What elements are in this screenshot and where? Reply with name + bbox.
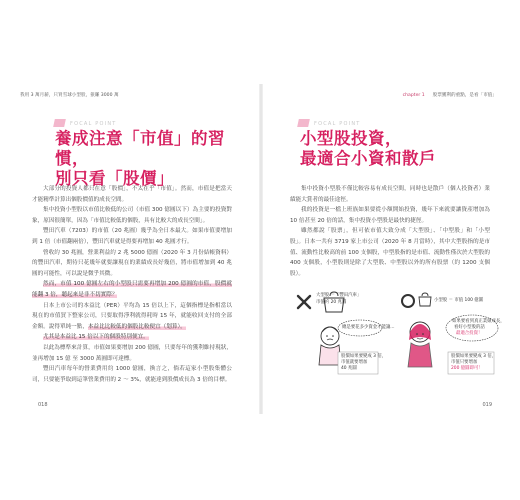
right-paragraph: 雖然都說「股票」，但可依市值大致分成「大型股」、「中型股」和「小型股」。日本一共有 3719 家上市公司（2020 年 8 月當時），其中大型股指的是市值、流動性比較高的前 100 支個股，中型股指的是市值、流動性僅次於大型股的 400 支個股，小型股則是除了大型股、中型股以外的所有股票（約 1200 支個股）。: [290, 228, 490, 277]
right-caption-2: 市值只要增加: [451, 360, 478, 365]
body-text-span: 以此為標準來計算，市值如果要增加 200 億圓，只要每年的獲利維持現狀，並再增加 15 億 至 3000 萬圓即可達標。: [32, 344, 232, 362]
focal-bar-icon: [53, 119, 66, 127]
left-paragraph: [32, 301, 232, 333]
cross-icon: [298, 296, 310, 308]
highlighted-text: 本益比比較低的個股比較便宜（划算）。: [87, 323, 186, 330]
left-paragraph: [32, 184, 232, 205]
left-paragraph: [32, 279, 232, 300]
body-text-span: 豐田汽車每年的營業費用約 1000 億圓，換言之，倘若這家小型股集體公司，只要能爭取到這筆營業費用的 2 ～ 3%，就能達到股價成長為 3 倍的目標。: [32, 366, 232, 383]
left-focal-point-label: [54, 119, 117, 127]
left-paragraph: [32, 205, 232, 226]
running-head-chapter: chapter 1: [402, 93, 425, 98]
right-caption-3: 200 億圓即可！: [451, 366, 483, 371]
book-gutter: [259, 84, 263, 414]
left-headline-line1: 養成注意「市值」的習慣，: [55, 129, 225, 168]
body-text-span: 營收約 30 兆圓，營業利益約 2 兆 5000 億圓（2020 年 3 月份結帳資料）的豐田汽車，期待只花幾年就要讓現在的業績成長好幾倍，將市值增加到 40 兆圓的可能性，可以說是微乎其微。: [32, 249, 232, 277]
highlighted-text: 尤其是本益比 15 倍以下的個股特別便宜。: [43, 334, 149, 341]
big-stock-sub: 市值約 20 兆圓: [316, 300, 347, 305]
left-body-text: [32, 184, 232, 385]
right-paragraph: 我的投資是一檔上班族如果要從小額開始投資，幾年下來就要讓資產增加為 10 倍甚至 20 倍的話，集中投資小型股是最快的捷徑。: [290, 207, 490, 224]
worried-man-figure: [319, 327, 341, 365]
left-caption-1: 股價如果要變成 3 倍，: [341, 354, 387, 359]
right-body-text: [290, 184, 490, 279]
left-paragraph: [32, 364, 232, 385]
body-text-span: 豐田汽車（7203）的市值（20 兆圓）幾乎為全日本最大。如果市值要增加到 1 倍（市值翻兩倍），豐田汽車就是得要再增加 40 兆圓才行。: [32, 228, 232, 245]
right-thought-text-3: 最適合投資！: [456, 331, 483, 336]
light-bag-icon: [419, 293, 431, 306]
left-paragraph: [32, 226, 232, 247]
left-folio: 018: [38, 402, 48, 408]
highlighted-text: 然而，市值 100 億圓左右的小型股只需要再增加 200 億圓的市值，股價就能翻 3 倍，聽起來是非不切實際？: [32, 281, 232, 298]
body-text-span: 大部分的投資人都只在意「股價」，不太在乎「市值」。然而，市值是把當天才能精準計算出個股價值的成長空間。: [32, 186, 232, 203]
left-headline-line2: 別只看「股價」: [55, 169, 174, 188]
comparison-illustration: [290, 288, 505, 378]
left-focal-text: FOCAL POINT: [70, 121, 117, 127]
right-thought-text-1: 如果要看到真正業績成長，: [452, 319, 505, 324]
right-headline: [300, 129, 500, 169]
right-running-head: [403, 92, 497, 98]
left-caption-2: 市值就要增加: [341, 360, 368, 365]
left-paragraph: [32, 248, 232, 280]
left-paragraph: [32, 332, 232, 343]
left-paragraph: [32, 343, 232, 364]
right-focal-text: FOCAL POINT: [314, 121, 361, 127]
left-caption-3: 40 兆圓: [341, 366, 357, 371]
right-headline-line2: 最適合小資和散戶: [300, 149, 436, 168]
big-stock-label: 大型股 ＝「豐田汽車」: [316, 293, 362, 298]
right-thought-text-2: 看好小型股的話: [454, 325, 485, 330]
right-focal-point-label: [298, 119, 361, 127]
left-running-head: 我用 3 萬月薪，只買雪球小型股，狠賺 3000 萬: [20, 93, 119, 98]
right-paragraph: 集中投資小型股不僅比較容易有成長空間，同時也是散戶（個人投資者）業績能大賞者的最佳途徑。: [290, 186, 490, 203]
circle-ok-icon: [402, 295, 414, 307]
body-text-span: 集中投資小型股以市值比較低的公司（市值 300 億圓以下）為主要的投資對象，原因很簡單，因為「市值比較低的個股，具有比較大的成長空間」。: [32, 207, 232, 224]
body-text-span: 日本上市公司的本益比（PER）平均為 15 倍以上下，這個指標是指相當以現在的市值買下整家公司，只要取得淨利就得耗時 15 年，就能收回支付的全部金額。說得單純一點，: [32, 302, 232, 330]
right-headline-line1: 小型股投資，: [300, 129, 402, 148]
small-stock-label: 小型股 ＝ 市值 100 億圓: [434, 298, 484, 303]
focal-bar-icon: [297, 119, 310, 127]
running-head-title: 股票獲利的重點，是看「市值」: [432, 93, 497, 98]
happy-woman-figure: [408, 322, 432, 367]
right-caption-1: 股價如果要變成 3 倍，: [451, 354, 497, 359]
right-folio: 019: [482, 402, 492, 408]
left-headline: [55, 129, 235, 189]
left-thought-text: 總是要花多少資金才能讓...: [342, 325, 395, 330]
